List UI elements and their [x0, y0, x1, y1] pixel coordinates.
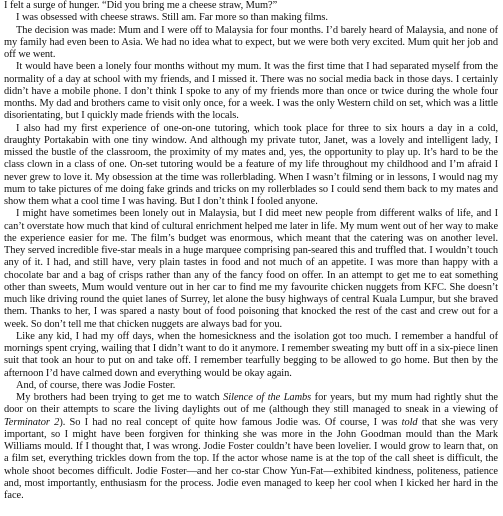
text-run: ). So I had no real concept of quite how famous Jodie was. Of course, I was — [59, 416, 402, 428]
italic-title: Silence of the Lambs — [223, 392, 312, 403]
paragraph — [4, 392, 498, 502]
text-run: I felt a surge of hunger. “Did you bring me a cheese straw, Mum?” — [4, 0, 278, 11]
text-run: The decision was made: Mum and I were off to Malaysia for four months. I’d barely heard of Malaysia, and none of my family had even been to Asia. We had no idea what to expect, but we were both very excited. Mum quit her job and off we went. — [4, 24, 498, 60]
text-run: for years, but my mum had rightly shut the door on their attempts to scare the living daylights out of me (although they still managed to sneak in a viewing of — [4, 392, 498, 416]
italic-title: told — [401, 416, 418, 428]
paragraph — [4, 123, 498, 209]
paragraph — [4, 12, 498, 24]
paragraph — [4, 331, 498, 380]
paragraph — [4, 208, 498, 331]
paragraph — [4, 25, 498, 62]
text-run: My brothers had been trying to get me to watch — [16, 392, 224, 403]
paragraph — [4, 380, 498, 392]
text-run: Like any kid, I had my off days, when the homesickness and the isolation got too much. I remember a handful of mornings spent crying, wailing that I didn’t want to do it anymore. I remember sweating my butt off in a six-piece linen suit that took an hour to put on and take off. I remember tearfully begging to be allowed to go home. But then by the afternoon I’d have calmed down and everything would be okay again. — [4, 330, 498, 379]
body-text — [4, 0, 498, 502]
paragraph — [4, 0, 498, 12]
text-run: I was obsessed with cheese straws. Still am. Far more so than making films. — [16, 12, 328, 24]
text-run: that she was very important, so I might have been forgiven for thinking she was more in the John Goodman mould than the Mark Williams mould. If I thought that, I was wrong. Jodie Foster couldn’t have been lovelier. I would grow to learn that, on a film set, everything trickles down from the top. If the actor whose name is at the top of the call sheet is difficult, the whole shoot becomes difficult. Jodie Foster—and her co-star Chow Yun-Fat—exhibited kindness, politeness, patience and, most importantly, enthusiasm for the process. Jodie even managed to keep her cool when I kicked her hard in the face. — [4, 416, 498, 501]
italic-title: Terminator 2 — [4, 416, 60, 428]
text-run: I also had my first experience of one-on-one tutoring, which took place for three to six hours a day in a cold, draughty Portakabin with one tiny window. And although my private tutor, Janet, was a lovely and intelligent lady, I missed the bustle of the classroom, the proximity of my mates and, yes, the opportunity to play up. It’s hard to be the class clown in a class of one. On-set tutoring would be a feature of my life throughout my childhood and I’m afraid I never grew to love it. My obsession at the time was rollerblading. When I wasn’t filming or in lessons, I would nag my mum to take pictures of me doing fake grinds and tricks on my rollerblades so I could send them back to my mates and show them what a cool time I was having. But I don’t think I fooled anyone. — [4, 122, 498, 207]
book-page — [4, 0, 498, 516]
paragraph — [4, 61, 498, 122]
text-run: It would have been a lonely four months without my mum. It was the first time that I had separated myself from the normality of a day at school with my friends, and I missed it. There was no social media back in those days. I certainly didn’t have a mobile phone. I don’t think I spoke to any of my friends more than once or twice during the whole four months. My dad and brothers came to visit only once, for a week. I was the only Western child on set, which was a little disorientating, but I quickly made friends with the locals. — [4, 61, 498, 122]
text-run: And, of course, there was Jodie Foster. — [16, 379, 176, 391]
text-run: I might have sometimes been lonely out in Malaysia, but I did meet new people from different walks of life, and I can’t overstate how much that kind of cultural enrichment helped me later in life. My mum went out of her way to make the experience easier for me. The film’s budget was enormous, which meant that the catering was on another level. They served incredible five-star meals in a huge marquee comprising pan-seared this and truffled that. I wouldn’t touch any of it. I had, and still have, very plain tastes in food and not much of an appetite. I was more than happy with a chocolate bar and a bag of crisps rather than any of the fancy food on offer. In an attempt to get me to eat something other than sweets, Mum would venture out in her car to find me my favourite chicken nuggets from KFC. She doesn’t much like driving round the quiet lanes of Surrey, let alone the busy highways of central Kuala Lumpur, but she braved them. Thanks to her, I was spared a nasty bout of food poisoning that knocked the rest of the cast and crew out for a week. So don’t tell me that chicken nuggets are always bad for you. — [4, 208, 498, 330]
